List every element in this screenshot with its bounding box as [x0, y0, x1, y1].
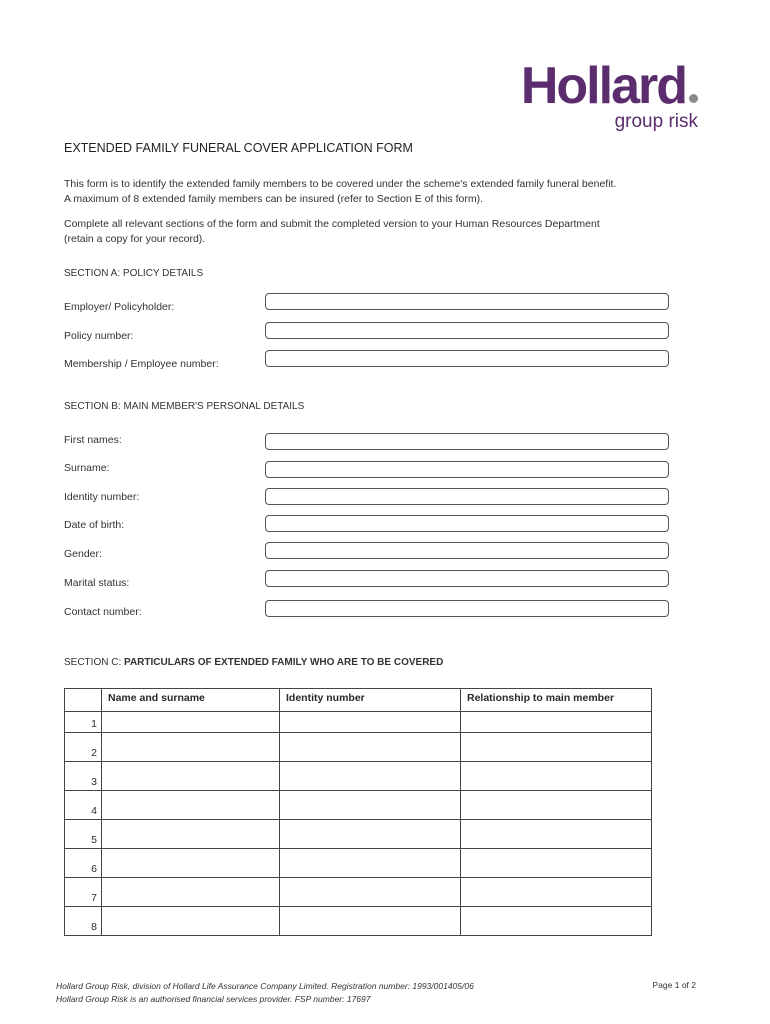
policy-number-label: Policy number: — [64, 330, 134, 342]
relationship-cell[interactable] — [461, 712, 652, 733]
table-row — [65, 712, 652, 733]
employer-label: Employer/ Policyholder: — [64, 301, 175, 313]
name-cell[interactable] — [102, 820, 280, 849]
section-c-prefix: SECTION C: — [64, 657, 125, 668]
column-header-name: Name and surname — [102, 689, 280, 712]
row-number: 7 — [65, 878, 102, 907]
policy-number-field[interactable] — [265, 322, 669, 339]
footer-line-1: Hollard Group Risk, division of Hollard Life Assurance Company Limited. Registration number: 1993/001405/06 — [56, 981, 474, 991]
page-number: Page 1 of 2 — [652, 980, 696, 990]
row-number: 5 — [65, 820, 102, 849]
name-cell[interactable] — [102, 712, 280, 733]
footer-line-2: Hollard Group Risk is an authorised financial services provider. FSP number: 17697 — [56, 994, 371, 1004]
identity-cell[interactable] — [280, 791, 461, 820]
date-of-birth-label: Date of birth: — [64, 519, 125, 531]
first-names-field[interactable] — [265, 433, 669, 450]
employer-field[interactable] — [265, 293, 669, 310]
membership-number-label: Membership / Employee number: — [64, 358, 219, 370]
hollard-logo — [521, 58, 698, 132]
row-number: 3 — [65, 762, 102, 791]
contact-number-field[interactable] — [265, 600, 669, 617]
table-row — [65, 820, 652, 849]
column-header-number — [65, 689, 102, 712]
identity-cell[interactable] — [280, 907, 461, 936]
row-number: 6 — [65, 849, 102, 878]
instruction-line-2: (retain a copy for your record). — [64, 233, 206, 245]
marital-status-label: Marital status: — [64, 577, 130, 589]
intro-line-2: A maximum of 8 extended family members can be insured (refer to Section E of this form). — [64, 193, 484, 205]
table-row — [65, 733, 652, 762]
relationship-cell[interactable] — [461, 791, 652, 820]
row-number: 1 — [65, 712, 102, 733]
identity-number-field[interactable] — [265, 488, 669, 505]
logo-dot-icon — [689, 94, 698, 103]
surname-field[interactable] — [265, 461, 669, 478]
section-b-heading: SECTION B: MAIN MEMBER'S PERSONAL DETAILS — [64, 401, 305, 412]
row-number: 2 — [65, 733, 102, 762]
name-cell[interactable] — [102, 791, 280, 820]
gender-field[interactable] — [265, 542, 669, 559]
table-row — [65, 791, 652, 820]
instruction-line-1: Complete all relevant sections of the form and submit the completed version to your Human Resources Department — [64, 218, 600, 230]
logo-name: Hollard — [520, 57, 686, 115]
column-header-identity: Identity number — [280, 689, 461, 712]
relationship-cell[interactable] — [461, 820, 652, 849]
name-cell[interactable] — [102, 878, 280, 907]
relationship-cell[interactable] — [461, 849, 652, 878]
name-cell[interactable] — [102, 733, 280, 762]
identity-cell[interactable] — [280, 712, 461, 733]
identity-cell[interactable] — [280, 762, 461, 791]
identity-cell[interactable] — [280, 878, 461, 907]
intro-paragraph — [64, 177, 616, 207]
identity-cell[interactable] — [280, 849, 461, 878]
relationship-cell[interactable] — [461, 907, 652, 936]
name-cell[interactable] — [102, 907, 280, 936]
section-c-title: PARTICULARS OF EXTENDED FAMILY WHO ARE TO BE COVERED — [124, 657, 444, 668]
first-names-label: First names: — [64, 434, 122, 446]
form-title: EXTENDED FAMILY FUNERAL COVER APPLICATION FORM — [64, 141, 413, 155]
intro-line-1: This form is to identify the extended family members to be covered under the scheme's extended family funeral benefit. — [64, 178, 617, 190]
name-cell[interactable] — [102, 762, 280, 791]
table-header-row — [65, 689, 652, 712]
table-row — [65, 762, 652, 791]
row-number: 8 — [65, 907, 102, 936]
gender-label: Gender: — [64, 548, 102, 560]
table-row — [65, 849, 652, 878]
section-a-heading: SECTION A: POLICY DETAILS — [64, 268, 204, 279]
footer-legal — [56, 980, 474, 1006]
identity-cell[interactable] — [280, 733, 461, 762]
row-number: 4 — [65, 791, 102, 820]
relationship-cell[interactable] — [461, 762, 652, 791]
identity-cell[interactable] — [280, 820, 461, 849]
contact-number-label: Contact number: — [64, 606, 142, 618]
name-cell[interactable] — [102, 849, 280, 878]
date-of-birth-field[interactable] — [265, 515, 669, 532]
section-c-heading — [64, 657, 443, 668]
extended-family-table — [64, 688, 652, 936]
relationship-cell[interactable] — [461, 733, 652, 762]
surname-label: Surname: — [64, 462, 110, 474]
membership-number-field[interactable] — [265, 350, 669, 367]
table-row — [65, 907, 652, 936]
relationship-cell[interactable] — [461, 878, 652, 907]
logo-wordmark — [521, 58, 698, 114]
instruction-paragraph — [64, 217, 600, 247]
marital-status-field[interactable] — [265, 570, 669, 587]
table-row — [65, 878, 652, 907]
identity-number-label: Identity number: — [64, 491, 140, 503]
logo-subtitle: group risk — [614, 111, 698, 132]
column-header-relationship: Relationship to main member — [461, 689, 652, 712]
